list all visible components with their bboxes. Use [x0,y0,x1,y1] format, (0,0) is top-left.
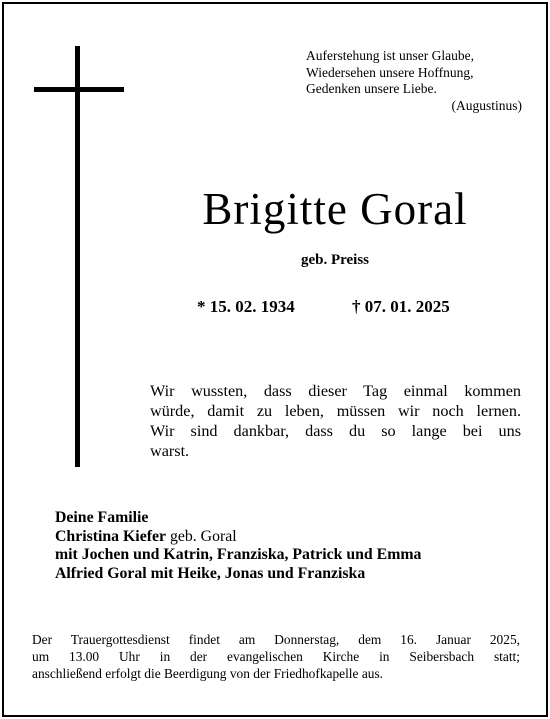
family-mourners [55,509,421,583]
birth-date: * 15. 02. 1934 [197,297,295,316]
funeral-notice [32,631,520,682]
family-member-birth-name: geb. Goral [166,527,237,545]
family-line: mit Jochen und Katrin, Franziska, Patrick und Emma [55,546,422,563]
farewell-poem [150,381,521,461]
deceased-name: Brigitte Goral [202,184,468,234]
family-line: Alfried Goral mit Heike, Jonas und Franziska [55,564,366,582]
poem-line: würde, damit zu leben, müssen wir noch lernen. [150,402,521,420]
quote-line: Auferstehung ist unser Glaube, [306,48,474,63]
death-date: † 07. 01. 2025 [352,297,450,316]
memorial-quote [306,48,522,114]
quote-line: Gedenken unsere Liebe. [306,81,437,96]
quote-attribution: (Augustinus) [451,97,522,113]
quote-line: Wiedersehen unsere Hoffnung, [306,64,474,80]
poem-line: Wir sind dankbar, dass du so lange bei uns [150,422,521,440]
family-member-name: Christina Kiefer [55,527,166,545]
poem-line: Wir wussten, dass dieser Tag einmal kommen [150,382,521,400]
family-heading: Deine Familie [55,509,149,526]
family-member-line [55,528,421,547]
notice-line: anschließend erfolgt die Beerdigung von der Friedhofkapelle aus. [32,666,384,681]
birth-name: geb. Preiss [300,252,370,268]
notice-line: um 13.00 Uhr in der evangelischen Kirche in Seibersbach statt; [32,649,520,664]
poem-line: warst. [150,442,190,460]
notice-line: Der Trauergottesdienst findet am Donnerstag, dem 16. Januar 2025, [32,632,520,647]
cross-horizontal-bar [34,87,124,92]
